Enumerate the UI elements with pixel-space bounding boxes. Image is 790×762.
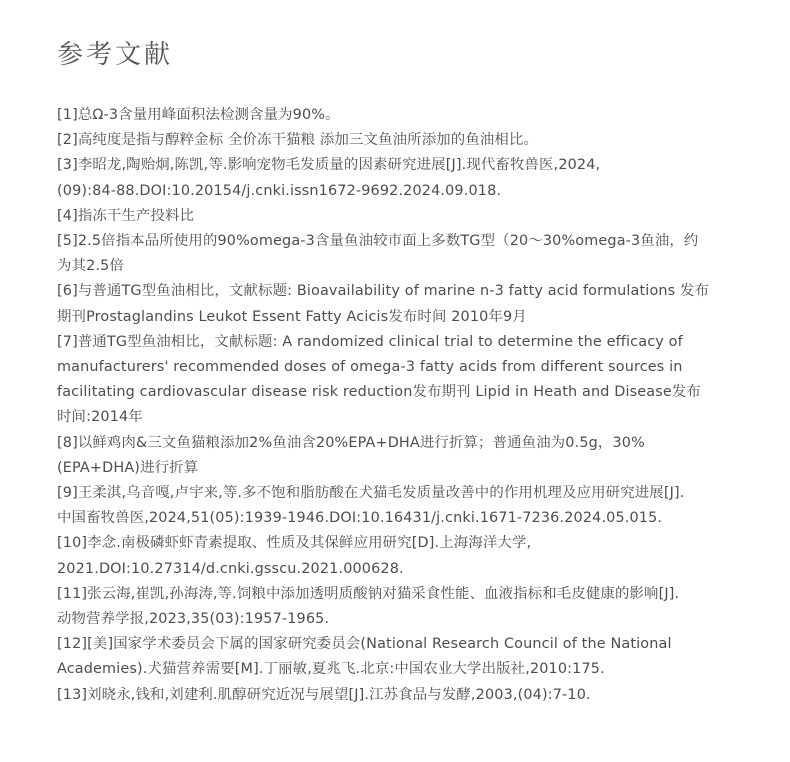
reference-line: [2]高纯度是指与醇粹金标 全价冻干猫粮 添加三文鱼油所添加的鱼油相比。 (57, 132, 539, 149)
reference-line: 2021.DOI:10.27314/d.cnki.gsscu.2021.000628. (57, 560, 404, 577)
page-title: 参考文献 (57, 40, 174, 70)
reference-line: manufacturers' recommended doses of omega-3 fatty acids from different sources in (57, 359, 683, 376)
reference-line: 动物营养学报,2023,35(03):1957-1965. (57, 611, 330, 628)
reference-line: 时间:2014年 (57, 409, 143, 426)
reference-line: [3]李昭龙,陶贻炯,陈凯,等.影响宠物毛发质量的因素研究进展[J].现代畜牧兽医,2024, (57, 157, 601, 174)
reference-line: [4]指冻干生产投料比 (57, 207, 195, 224)
reference-line: [8]以鲜鸡肉&三文鱼猫粮添加2%鱼油含20%EPA+DHA进行折算；普通鱼油为0.5g，30% (57, 434, 645, 451)
reference-line: [1]总Ω-3含量用峰面积法检测含量为90%。 (57, 107, 340, 123)
reference-line: (09):84-88.DOI:10.20154/j.cnki.issn1672-9692.2024.09.018. (57, 182, 502, 199)
reference-line: 为其2.5倍 (57, 258, 124, 275)
reference-line: 期刊Prostaglandins Leukot Essent Fatty Acicis发布时间 2010年9月 (57, 308, 527, 325)
reference-line: [5]2.5倍指本品所使用的90%omega-3含量鱼油较市面上多数TG型（20～30%omega-3鱼油，约 (57, 233, 699, 250)
reference-line: Academies).犬猫营养需要[M].丁丽敏,夏兆飞.北京:中国农业大学出版社,2010:175. (57, 661, 605, 678)
reference-line: [6]与普通TG型鱼油相比，文献标题: Bioavailability of marine n-3 fatty acid formulations 发布 (57, 283, 710, 300)
reference-line: [10]李念.南极磷虾虾青素提取、性质及其保鲜应用研究[D].上海海洋大学, (57, 535, 532, 552)
reference-line: [9]王柔淇,乌音嘎,卢宇来,等.多不饱和脂肪酸在犬猫毛发质量改善中的作用机理及应用研究进展[J]. (57, 485, 685, 502)
reference-line: [12][美]国家学术委员会下属的国家研究委员会(National Research Council of the National (57, 636, 672, 653)
reference-line: 中国畜牧兽医,2024,51(05):1939-1946.DOI:10.16431/j.cnki.1671-7236.2024.05.015. (57, 510, 663, 527)
reference-line: [7]普通TG型鱼油相比，文献标题: A randomized clinical trial to determine the efficacy of (57, 333, 683, 350)
reference-line: facilitating cardiovascular disease risk reduction发布期刊 Lipid in Heath and Disease发布 (57, 384, 701, 401)
reference-line: [13]刘晓永,钱和,刘建利.肌醇研究近况与展望[J].江苏食品与发酵,2003,(04):7-10. (57, 686, 591, 703)
reference-line: (EPA+DHA)进行折算 (57, 459, 199, 476)
reference-list (57, 103, 737, 708)
reference-line: [11]张云海,崔凯,孙海涛,等.饲粮中添加透明质酸钠对猫采食性能、血液指标和毛皮健康的影响[J]. (57, 585, 680, 602)
